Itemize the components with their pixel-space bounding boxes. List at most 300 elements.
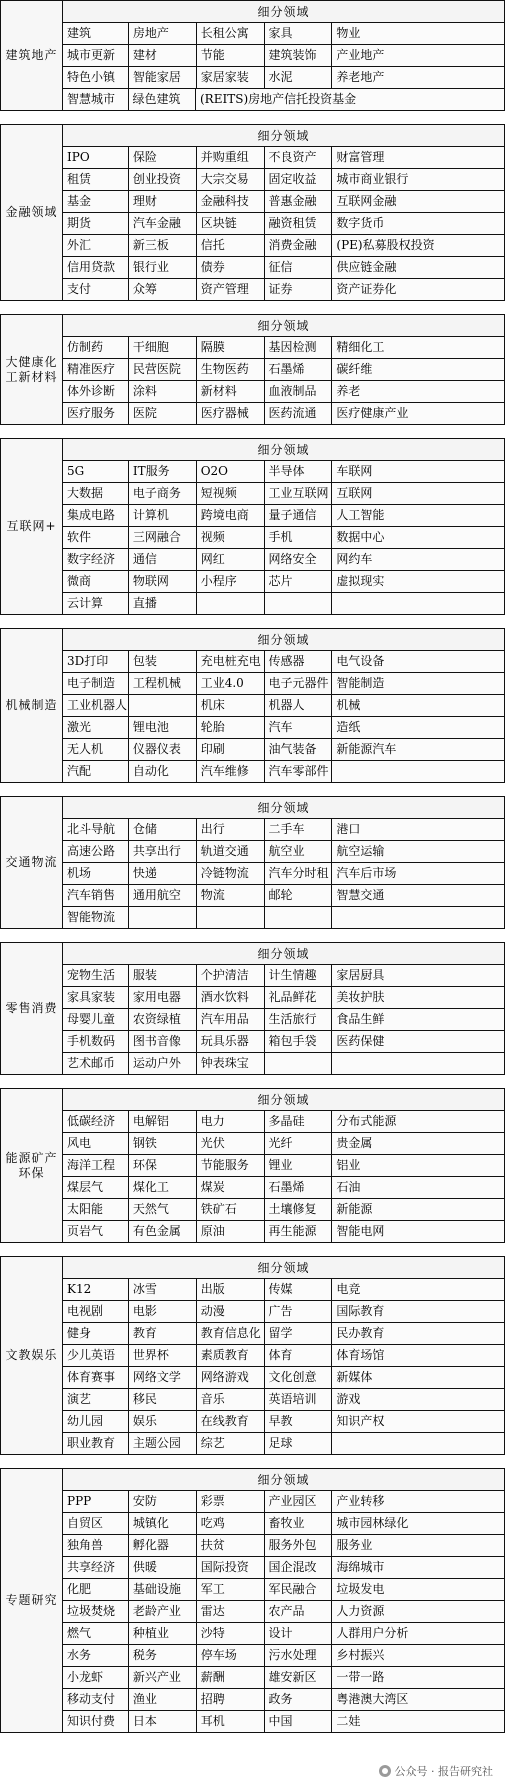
table-cell: 快递 [129, 863, 197, 885]
table-cell: 家居厨具 [332, 965, 505, 987]
table-cell: 三网融合 [129, 527, 197, 549]
table-cell: 粤港澳大湾区 [332, 1689, 505, 1711]
table-row [63, 1301, 505, 1323]
table-cell: 医药流通 [265, 403, 333, 425]
table-cell: 轨道交通 [197, 841, 265, 863]
table-cell: 太阳能 [63, 1199, 129, 1221]
table-row [63, 483, 505, 505]
table-row [63, 1367, 505, 1389]
category-label: 互联网+ [0, 438, 62, 615]
table-cell: 游戏 [332, 1389, 505, 1411]
table-cell: 机械 [332, 695, 505, 717]
table-cell [332, 907, 505, 929]
table-cell: 家用电器 [129, 987, 197, 1009]
table-cell: 跨境电商 [197, 505, 265, 527]
table-row [63, 1389, 505, 1411]
table-row [63, 45, 505, 67]
subheader-label: 细分领域 [63, 1469, 505, 1491]
table-cell: 移民 [129, 1389, 197, 1411]
table-cell: 汽车 [265, 717, 333, 739]
table-row [63, 819, 505, 841]
table-row [63, 1557, 505, 1579]
table-cell: 安防 [129, 1491, 197, 1513]
table-row [63, 1491, 505, 1513]
table-cell: 再生能源 [265, 1221, 333, 1243]
table-cell [265, 593, 333, 615]
table-cell: 大宗交易 [197, 169, 265, 191]
table-cell: 教育 [129, 1323, 197, 1345]
table-cell: 英语培训 [265, 1389, 333, 1411]
section-spacer [0, 1243, 505, 1256]
table-cell: 早教 [265, 1411, 333, 1433]
subheader-label: 细分领域 [63, 943, 505, 965]
table-cell: 家具 [265, 23, 333, 45]
table-cell: 航空运输 [332, 841, 505, 863]
table-cell: 传媒 [265, 1279, 333, 1301]
table-cell: 港口 [332, 819, 505, 841]
table-cell: 信用贷款 [63, 257, 129, 279]
table-cell: 集成电路 [63, 505, 129, 527]
table-cell: 并购重组 [197, 147, 265, 169]
table-row [63, 651, 505, 673]
table-cell: 机床 [197, 695, 265, 717]
table-cell: 证券 [265, 279, 333, 301]
table-cell: 信托 [197, 235, 265, 257]
table-cell: 电子制造 [63, 673, 129, 695]
table-row [63, 359, 505, 381]
table-cell: 雄安新区 [265, 1667, 333, 1689]
table-cell: 水泥 [265, 67, 333, 89]
table-cell: 石墨烯 [265, 359, 333, 381]
table-cell: 石墨烯 [265, 1177, 333, 1199]
table-row [63, 67, 505, 89]
section-spacer [0, 425, 505, 438]
table-cell: 银行业 [129, 257, 197, 279]
table-cell: 人群用户分析 [332, 1623, 505, 1645]
table-cell: 留学 [265, 1323, 333, 1345]
table-cell: 外汇 [63, 235, 129, 257]
table-cell: 煤层气 [63, 1177, 129, 1199]
table-cell: 共享出行 [129, 841, 197, 863]
table-cell: 工业互联网 [265, 483, 333, 505]
category-label: 能源矿产环保 [0, 1088, 62, 1243]
table-cell [129, 695, 197, 717]
table-cell: 供应链金融 [332, 257, 505, 279]
table-cell: 基金 [63, 191, 129, 213]
table-cell: 理财 [129, 191, 197, 213]
table-cell: 自贸区 [63, 1513, 129, 1535]
table-row [63, 907, 505, 929]
table-cell [197, 907, 265, 929]
table-cell [332, 593, 505, 615]
table-cell: 吃鸡 [197, 1513, 265, 1535]
section-spacer [0, 111, 505, 124]
table-row [63, 965, 505, 987]
table-cell: 仿制药 [63, 337, 129, 359]
table-cell: 渔业 [129, 1689, 197, 1711]
table-cell: 玩具乐器 [197, 1031, 265, 1053]
table-cell: 干细胞 [129, 337, 197, 359]
table-cell: 设计 [265, 1623, 333, 1645]
subheader-label: 细分领域 [63, 797, 505, 819]
table-cell: 垃圾焚烧 [63, 1601, 129, 1623]
field-grid [62, 796, 505, 929]
table-cell: 汽车维修 [197, 761, 265, 783]
table-row [63, 1689, 505, 1711]
table-cell: 3D打印 [63, 651, 129, 673]
table-cell: 汽车零部件 [265, 761, 333, 783]
table-row [63, 213, 505, 235]
table-cell: 云计算 [63, 593, 129, 615]
table-cell: 汽车金融 [129, 213, 197, 235]
table-row [63, 279, 505, 301]
table-cell: 通用航空 [129, 885, 197, 907]
table-cell: 汽车后市场 [332, 863, 505, 885]
section-block [0, 628, 505, 783]
table-cell: 出版 [197, 1279, 265, 1301]
table-cell: 日本 [129, 1711, 197, 1733]
table-row [63, 1009, 505, 1031]
table-cell: 电子商务 [129, 483, 197, 505]
wechat-icon [379, 1765, 391, 1777]
subheader-label: 细分领域 [63, 1089, 505, 1111]
table-cell: 垃圾发电 [332, 1579, 505, 1601]
table-cell: 海洋工程 [63, 1155, 129, 1177]
table-cell: 通信 [129, 549, 197, 571]
table-cell: 低碳经济 [63, 1111, 129, 1133]
table-cell: 工业4.0 [197, 673, 265, 695]
table-cell: 产业地产 [332, 45, 505, 67]
table-cell: 综艺 [197, 1433, 265, 1455]
table-cell: 物业 [332, 23, 505, 45]
table-cell: 特色小镇 [63, 67, 129, 89]
table-cell: 网约车 [332, 549, 505, 571]
table-cell: 污水处理 [265, 1645, 333, 1667]
table-cell: 不良资产 [265, 147, 333, 169]
table-cell: 职业教育 [63, 1433, 129, 1455]
table-cell: 移动支付 [63, 1689, 129, 1711]
table-cell: 短视频 [197, 483, 265, 505]
table-cell: 风电 [63, 1133, 129, 1155]
table-cell: 独角兽 [63, 1535, 129, 1557]
table-cell: 计生情趣 [265, 965, 333, 987]
table-cell: 体育 [265, 1345, 333, 1367]
table-cell: 智慧城市 [63, 89, 129, 111]
table-cell: 传感器 [265, 651, 333, 673]
table-cell: K12 [63, 1279, 129, 1301]
table-cell: 保险 [129, 147, 197, 169]
table-cell: 血液制品 [265, 381, 333, 403]
table-cell: 页岩气 [63, 1221, 129, 1243]
section-spacer [0, 301, 505, 314]
table-cell: 医药保健 [332, 1031, 505, 1053]
table-row [63, 1221, 505, 1243]
table-row [63, 191, 505, 213]
table-cell: 沙特 [197, 1623, 265, 1645]
table-cell: 运动户外 [129, 1053, 197, 1075]
table-cell: 医疗健康产业 [332, 403, 505, 425]
table-cell: 家具家装 [63, 987, 129, 1009]
table-cell: 建筑 [63, 23, 129, 45]
table-cell: 金融科技 [197, 191, 265, 213]
table-cell: 电子元器件 [265, 673, 333, 695]
table-cell: 食品生鲜 [332, 1009, 505, 1031]
section-block [0, 438, 505, 615]
table-cell: 直播 [129, 593, 197, 615]
field-grid [62, 438, 505, 615]
table-cell: 新材料 [197, 381, 265, 403]
category-label: 专题研究 [0, 1468, 62, 1733]
table-cell: 体育赛事 [63, 1367, 129, 1389]
table-cell: 医疗服务 [63, 403, 129, 425]
table-cell: 债券 [197, 257, 265, 279]
table-cell: 汽车销售 [63, 885, 129, 907]
table-cell: 知识产权 [332, 1411, 505, 1433]
table-cell: 5G [63, 461, 129, 483]
table-row [63, 1177, 505, 1199]
table-cell: 税务 [129, 1645, 197, 1667]
table-cell: 虚拟现实 [332, 571, 505, 593]
table-cell: 养老 [332, 381, 505, 403]
table-cell: 计算机 [129, 505, 197, 527]
table-cell: 老龄产业 [129, 1601, 197, 1623]
table-cell: 新三板 [129, 235, 197, 257]
subheader-label: 细分领域 [63, 1, 505, 23]
section-block [0, 942, 505, 1075]
table-cell [197, 593, 265, 615]
table-row [63, 1535, 505, 1557]
table-cell: 房地产 [129, 23, 197, 45]
table-cell: 城市更新 [63, 45, 129, 67]
table-cell: 长租公寓 [197, 23, 265, 45]
table-cell: 新媒体 [332, 1367, 505, 1389]
table-cell: 创业投资 [129, 169, 197, 191]
table-cell: 国际投资 [197, 1557, 265, 1579]
table-cell: 资产证券化 [332, 279, 505, 301]
table-cell: 母婴儿童 [63, 1009, 129, 1031]
table-cell: 邮轮 [265, 885, 333, 907]
table-cell: 出行 [197, 819, 265, 841]
table-cell: 财富管理 [332, 147, 505, 169]
table-cell: 主题公园 [129, 1433, 197, 1455]
table-row [63, 403, 505, 425]
field-grid [62, 124, 505, 301]
table-row [63, 1279, 505, 1301]
table-row [63, 1345, 505, 1367]
table-cell: 体育场馆 [332, 1345, 505, 1367]
table-cell: 自动化 [129, 761, 197, 783]
table-row [63, 673, 505, 695]
table-cell: 医院 [129, 403, 197, 425]
table-cell: 多晶硅 [265, 1111, 333, 1133]
table-cell: 支付 [63, 279, 129, 301]
table-cell: 仓储 [129, 819, 197, 841]
table-cell: 电力 [197, 1111, 265, 1133]
table-cell: 产业园区 [265, 1491, 333, 1513]
table-cell: 中国 [265, 1711, 333, 1733]
table-cell: 大数据 [63, 483, 129, 505]
table-cell: 电影 [129, 1301, 197, 1323]
table-cell: 小龙虾 [63, 1667, 129, 1689]
section-block [0, 124, 505, 301]
table-cell: 酒水饮料 [197, 987, 265, 1009]
table-cell: 普惠金融 [265, 191, 333, 213]
table-cell: 建材 [129, 45, 197, 67]
table-cell: 新能源 [332, 1199, 505, 1221]
table-cell: 激光 [63, 717, 129, 739]
table-cell: IPO [63, 147, 129, 169]
table-cell: 网红 [197, 549, 265, 571]
subheader-label: 细分领域 [63, 315, 505, 337]
section-block [0, 1088, 505, 1243]
table-row [63, 23, 505, 45]
table-cell: 铁矿石 [197, 1199, 265, 1221]
table-cell: 征信 [265, 257, 333, 279]
table-cell: 艺术邮币 [63, 1053, 129, 1075]
table-row [63, 1711, 505, 1733]
table-cell: 新能源汽车 [332, 739, 505, 761]
table-cell: 雷达 [197, 1601, 265, 1623]
section-spacer [0, 1455, 505, 1468]
table-cell: 原油 [197, 1221, 265, 1243]
table-cell: 民办教育 [332, 1323, 505, 1345]
table-cell: 在线教育 [197, 1411, 265, 1433]
table-cell: 隔膜 [197, 337, 265, 359]
table-cell: 个护清洁 [197, 965, 265, 987]
table-cell: 二手车 [265, 819, 333, 841]
table-cell: 供暖 [129, 1557, 197, 1579]
table-cell: 电竞 [332, 1279, 505, 1301]
table-cell: PPP [63, 1491, 129, 1513]
table-cell: 体外诊断 [63, 381, 129, 403]
table-row [63, 1111, 505, 1133]
table-cell: 停车场 [197, 1645, 265, 1667]
table-cell: 服装 [129, 965, 197, 987]
table-row [63, 147, 505, 169]
table-row [63, 505, 505, 527]
category-label: 零售消费 [0, 942, 62, 1075]
table-cell: 建筑装饰 [265, 45, 333, 67]
table-row [63, 717, 505, 739]
table-cell: 水务 [63, 1645, 129, 1667]
section-spacer [0, 929, 505, 942]
table-cell: 音乐 [197, 1389, 265, 1411]
table-cell: 海绵城市 [332, 1557, 505, 1579]
table-cell: 娱乐 [129, 1411, 197, 1433]
table-cell: 养老地产 [332, 67, 505, 89]
table-cell: 乡村振兴 [332, 1645, 505, 1667]
table-row [63, 1667, 505, 1689]
category-label: 交通物流 [0, 796, 62, 929]
table-cell: 包装 [129, 651, 197, 673]
table-cell: 半导体 [265, 461, 333, 483]
table-cell: 网络文学 [129, 1367, 197, 1389]
table-cell: 军民融合 [265, 1579, 333, 1601]
table-cell [332, 761, 505, 783]
table-row [63, 1579, 505, 1601]
table-cell: 动漫 [197, 1301, 265, 1323]
table-cell: 煤炭 [197, 1177, 265, 1199]
field-grid [62, 0, 505, 111]
table-cell: 人力资源 [332, 1601, 505, 1623]
table-cell: 数字经济 [63, 549, 129, 571]
table-cell: 手机数码 [63, 1031, 129, 1053]
table-cell: 人工智能 [332, 505, 505, 527]
table-row [63, 1645, 505, 1667]
field-grid [62, 314, 505, 425]
table-cell: 农资绿植 [129, 1009, 197, 1031]
table-cell: 物联网 [129, 571, 197, 593]
table-cell: 碳纤维 [332, 359, 505, 381]
table-cell: 量子通信 [265, 505, 333, 527]
table-cell: 国企混改 [265, 1557, 333, 1579]
table-cell: 医疗器械 [197, 403, 265, 425]
table-cell: 北斗导航 [63, 819, 129, 841]
table-cell: 城市商业银行 [332, 169, 505, 191]
table-cell: 土壤修复 [265, 1199, 333, 1221]
category-label: 文教娱乐 [0, 1256, 62, 1455]
table-row [63, 1133, 505, 1155]
table-cell: 一带一路 [332, 1667, 505, 1689]
table-cell: 足球 [265, 1433, 333, 1455]
table-cell: 燃气 [63, 1623, 129, 1645]
table-row [63, 1155, 505, 1177]
table-cell: 城市园林绿化 [332, 1513, 505, 1535]
table-cell: 民营医院 [129, 359, 197, 381]
table-cell: 汽车分时租 [265, 863, 333, 885]
table-cell: 素质教育 [197, 1345, 265, 1367]
table-cell [332, 1053, 505, 1075]
table-row [63, 863, 505, 885]
field-grid [62, 1468, 505, 1733]
table-cell: 基础设施 [129, 1579, 197, 1601]
table-row [63, 885, 505, 907]
subheader-label: 细分领域 [63, 125, 505, 147]
table-cell: 电解铝 [129, 1111, 197, 1133]
table-cell: 印刷 [197, 739, 265, 761]
table-cell: 石油 [332, 1177, 505, 1199]
table-row [63, 841, 505, 863]
table-cell: 小程序 [197, 571, 265, 593]
table-cell [265, 907, 333, 929]
table-row [63, 761, 505, 783]
table-cell: 绿色建筑 [129, 89, 196, 111]
table-cell: 环保 [129, 1155, 197, 1177]
table-cell: 油气装备 [265, 739, 333, 761]
table-cell: 二娃 [332, 1711, 505, 1733]
table-cell: 政务 [265, 1689, 333, 1711]
table-cell: 光纤 [265, 1133, 333, 1155]
table-row [63, 987, 505, 1009]
watermark-text: 公众号 · 报告研究社 [394, 1765, 493, 1778]
table-cell: 芯片 [265, 571, 333, 593]
table-cell: 节能服务 [197, 1155, 265, 1177]
table-cell: 电视剧 [63, 1301, 129, 1323]
table-cell: O2O [197, 461, 265, 483]
table-cell: 涂料 [129, 381, 197, 403]
table-row [63, 1601, 505, 1623]
table-cell: 扶贫 [197, 1535, 265, 1557]
table-row [63, 1199, 505, 1221]
category-label: 金融领域 [0, 124, 62, 301]
table-cell: 航空业 [265, 841, 333, 863]
section-block [0, 796, 505, 929]
table-cell: 仪器仪表 [129, 739, 197, 761]
table-cell: 智慧交通 [332, 885, 505, 907]
table-cell: 服务外包 [265, 1535, 333, 1557]
table-cell: 网络游戏 [197, 1367, 265, 1389]
table-cell: 数字货币 [332, 213, 505, 235]
